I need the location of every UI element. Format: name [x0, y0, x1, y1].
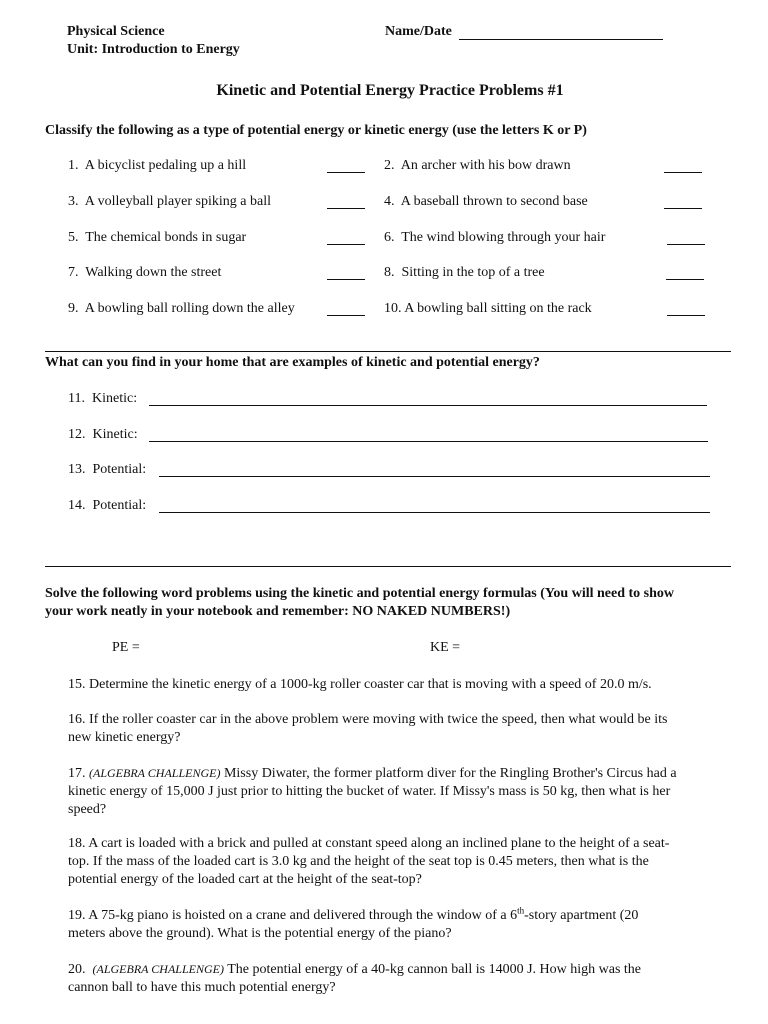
name-date-label: Name/Date	[385, 24, 452, 39]
answer-line[interactable]	[159, 512, 710, 513]
section-divider	[45, 351, 731, 352]
pe-formula-label: PE =	[112, 640, 140, 655]
section2-question: What can you find in your home that are examples of kinetic and potential energy?	[45, 355, 540, 370]
answer-blank[interactable]	[667, 315, 705, 316]
problem-19-line1: 19. A 75-kg piano is hoisted on a crane and delivered through the window of a 6th-story apartment (20	[68, 905, 639, 923]
problem-18-line1: 18. A cart is loaded with a brick and pulled at constant speed along an inclined plane to the height of a seat-	[68, 836, 670, 851]
answer-blank[interactable]	[327, 208, 365, 209]
problem-20-line1: 20. (ALGEBRA CHALLENGE) The potential energy of a 40-kg cannon ball is 14000 J. How high was the	[68, 962, 642, 977]
list-item: 3. A volleyball player spiking a ball	[68, 194, 271, 209]
list-item: 6. The wind blowing through your hair	[384, 230, 606, 245]
list-item: 10. A bowling ball sitting on the rack	[384, 301, 592, 316]
list-item: 11. Kinetic:	[68, 391, 138, 406]
problem-19-line2: meters above the ground). What is the potential energy of the piano?	[68, 926, 452, 941]
problem-17-line3: speed?	[68, 802, 107, 817]
page-title: Kinetic and Potential Energy Practice Problems #1	[216, 82, 564, 99]
list-item: 1. A bicyclist pedaling up a hill	[68, 158, 247, 173]
problem-17-line1: 17. (ALGEBRA CHALLENGE) Missy Diwater, the former platform diver for the Ringling Brother's Circus had a	[68, 766, 677, 781]
list-item: 14. Potential:	[68, 498, 147, 513]
problem-16-line2: new kinetic energy?	[68, 730, 181, 745]
answer-blank[interactable]	[664, 172, 702, 173]
algebra-challenge-tag: (ALGEBRA CHALLENGE)	[92, 962, 224, 976]
problem-17-line2: kinetic energy of 15,000 J just prior to hitting the bucket of water. If Missy's mass is 50 kg, then what is her	[68, 784, 671, 799]
section1-instruction: Classify the following as a type of potential energy or kinetic energy (use the letters K or P)	[45, 123, 587, 138]
list-item: 2. An archer with his bow drawn	[384, 158, 571, 173]
answer-line[interactable]	[149, 441, 708, 442]
answer-blank[interactable]	[327, 244, 365, 245]
list-item: 5. The chemical bonds in sugar	[68, 230, 247, 245]
problem-15: 15. Determine the kinetic energy of a 1000-kg roller coaster car that is moving with a speed of 20.0 m/s.	[68, 677, 652, 692]
course-name: Physical Science	[67, 24, 165, 39]
name-date-blank[interactable]	[459, 39, 663, 40]
section-divider	[45, 566, 731, 567]
unit-name: Unit: Introduction to Energy	[67, 42, 240, 57]
ke-formula-label: KE =	[430, 640, 461, 655]
problem-18-line3: potential energy of the loaded cart at the height of the seat-top?	[68, 872, 422, 887]
list-item: 13. Potential:	[68, 462, 147, 477]
answer-blank[interactable]	[327, 315, 365, 316]
problem-16-line1: 16. If the roller coaster car in the above problem were moving with twice the speed, then what would be its	[68, 712, 668, 727]
answer-blank[interactable]	[327, 279, 365, 280]
list-item: 7. Walking down the street	[68, 265, 222, 280]
list-item: 4. A baseball thrown to second base	[384, 194, 588, 209]
answer-blank[interactable]	[667, 244, 705, 245]
list-item: 9. A bowling ball rolling down the alley	[68, 301, 295, 316]
problem-18-line2: top. If the mass of the loaded cart is 3.0 kg and the height of the seat top is 0.45 meters, then what is the	[68, 854, 649, 869]
answer-line[interactable]	[159, 476, 710, 477]
algebra-challenge-tag: (ALGEBRA CHALLENGE)	[89, 766, 221, 780]
answer-blank[interactable]	[664, 208, 702, 209]
section3-instruction-line1: Solve the following word problems using the kinetic and potential energy formulas (You will need to show	[45, 586, 674, 601]
answer-blank[interactable]	[327, 172, 365, 173]
list-item: 8. Sitting in the top of a tree	[384, 265, 545, 280]
answer-line[interactable]	[149, 405, 707, 406]
answer-blank[interactable]	[666, 279, 704, 280]
problem-20-line2: cannon ball to have this much potential energy?	[68, 980, 336, 995]
list-item: 12. Kinetic:	[68, 427, 138, 442]
section3-instruction-line2: your work neatly in your notebook and remember: NO NAKED NUMBERS!)	[45, 604, 511, 619]
